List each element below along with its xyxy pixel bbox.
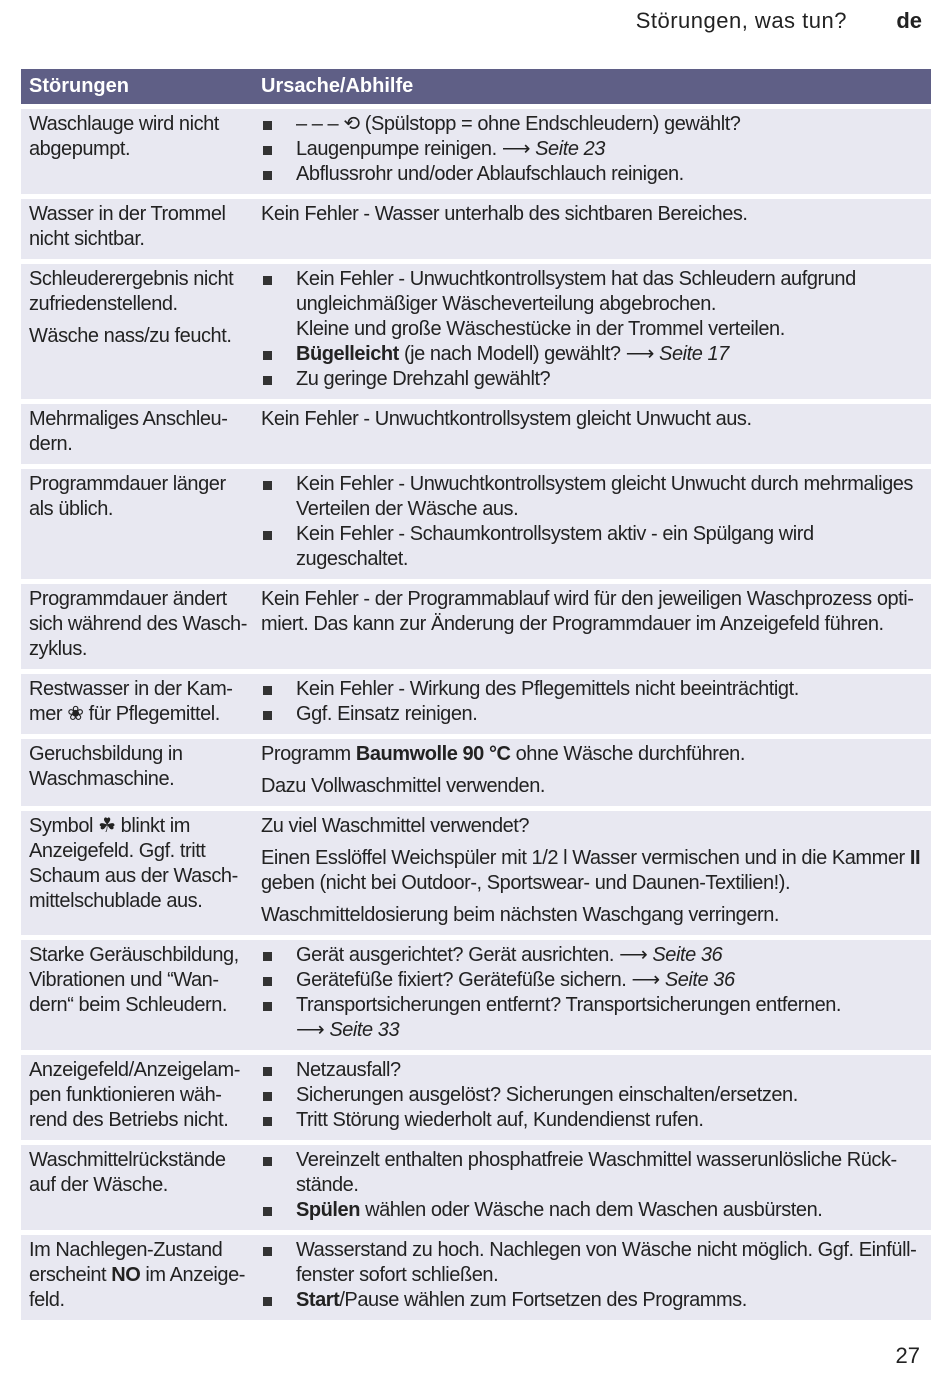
problem-cell — [21, 199, 253, 259]
problem-cell — [21, 1055, 253, 1140]
text-segment: ⟲ — [343, 113, 360, 135]
problem-cell — [21, 940, 253, 1050]
list-item — [261, 267, 923, 342]
table-row — [21, 674, 931, 734]
text-segment: Start — [296, 1289, 340, 1311]
text-segment: Gerätefüße fixiert? Gerätefüße sichern. — [296, 969, 632, 991]
remedy-cell — [253, 1235, 931, 1320]
list-item — [261, 137, 923, 162]
list-item — [261, 968, 923, 993]
problem-text: Geruchsbildung in Waschmaschine. — [29, 743, 183, 790]
text-segment: Sicherungen ausgelöst? Sicherungen einschalten/ersetzen. — [296, 1084, 798, 1106]
remedy-paragraph — [261, 903, 923, 928]
text-segment: Einen Esslöffel Weichspüler mit 1/2 l Wasser vermischen und in die Kammer — [261, 847, 910, 869]
text-segment: Im Nachlegen-Zustand erscheint — [29, 1239, 223, 1286]
text-segment: Kein Fehler - Wasser unterhalb des sichtbaren Bereiches. — [261, 203, 748, 225]
arrow-right-icon: ⟶ — [625, 343, 654, 365]
remedy-cell — [253, 264, 931, 399]
text-segment: ohne Wäsche durchführen. — [510, 743, 745, 765]
remedy-list — [261, 112, 923, 187]
table-row — [21, 1235, 931, 1320]
list-item — [261, 1198, 923, 1223]
remedy-cell — [253, 584, 931, 669]
problem-text: Programmdauer länger als üblich. — [29, 473, 226, 520]
table-row — [21, 199, 931, 259]
list-item — [261, 677, 923, 702]
text-segment: Kein Fehler - Wirkung des Pflegemittels nicht beeinträchtigt. — [296, 678, 799, 700]
list-item-note — [296, 1018, 923, 1043]
problem-text: Wasser in der Trommel nicht sichtbar. — [29, 203, 226, 250]
list-item — [261, 1288, 923, 1313]
text-segment: Kein Fehler - der Programmablauf wird für den jeweiligen Waschprozess optimiert. Das kann zur Änderung der Programmdauer im Anzeigefeld führen. — [261, 588, 914, 635]
text-segment: wählen oder Wäsche nach dem Waschen ausbürsten. — [359, 1199, 823, 1221]
list-item — [261, 702, 923, 727]
remedy-cell — [253, 940, 931, 1050]
problem-cell — [21, 811, 253, 935]
problem-text: Waschmittelrückstände auf der Wäsche. — [29, 1149, 226, 1196]
list-item — [261, 472, 923, 522]
text-segment: Kein Fehler - Unwuchtkontrollsystem gleicht Unwucht durch mehrmaliges Verteilen der Wäsche aus. — [296, 473, 913, 520]
page-reference: Seite 17 — [653, 343, 729, 365]
problem-cell — [21, 264, 253, 399]
remedy-paragraph — [261, 742, 923, 767]
problem-text: Starke Geräuschbildung, Vibrationen und “Wandern“ beim Schleudern. — [29, 944, 239, 1016]
table-row — [21, 264, 931, 399]
remedy-cell — [253, 404, 931, 464]
text-segment: Zu viel Waschmittel verwendet? — [261, 815, 530, 837]
table-row — [21, 584, 931, 669]
text-segment: Transportsicherungen entfernt? Transportsicherungen entfernen. — [296, 994, 842, 1016]
problem-cell — [21, 674, 253, 734]
troubleshooting-table — [21, 64, 931, 1325]
arrow-right-icon: ⟶ — [296, 1019, 325, 1041]
problem-text: Mehrmaliges Anschleudern. — [29, 408, 228, 455]
remedy-paragraph — [261, 407, 923, 432]
text-segment: Waschmitteldosierung beim nächsten Waschgang verringern. — [261, 904, 780, 926]
problem-text: Programmdauer ändert sich während des Waschzyklus. — [29, 588, 248, 660]
text-segment: Wasserstand zu hoch. Nachlegen von Wäsche nicht möglich. Ggf. Einfüllfenster sofort schließen. — [296, 1239, 917, 1286]
remedy-paragraph — [261, 202, 923, 227]
table-row — [21, 1055, 931, 1140]
text-segment: Kein Fehler - Unwuchtkontrollsystem gleicht Unwucht aus. — [261, 408, 752, 430]
problem-cell — [21, 1145, 253, 1230]
text-segment: – – – — [296, 113, 344, 135]
text-segment: Gerät ausgerichtet? Gerät ausrichten. — [296, 944, 620, 966]
text-segment: Dazu Vollwaschmittel verwenden. — [261, 775, 545, 797]
text-segment: Spülen — [296, 1199, 360, 1221]
remedy-list — [261, 677, 923, 727]
remedy-list — [261, 472, 923, 572]
text-segment: Abflussrohr und/oder Ablaufschlauch reinigen. — [296, 163, 684, 185]
list-item — [261, 112, 923, 137]
text-segment: (Spülstopp = ohne Endschleudern) gewählt? — [359, 113, 741, 135]
remedy-cell — [253, 109, 931, 194]
text-segment: Ggf. Einsatz reinigen. — [296, 703, 478, 725]
table-row — [21, 940, 931, 1050]
page-reference: Seite 36 — [647, 944, 723, 966]
list-item — [261, 943, 923, 968]
language-code: de — [896, 8, 922, 33]
arrow-right-icon: ⟶ — [619, 944, 648, 966]
table-row — [21, 1145, 931, 1230]
text-segment: NO — [111, 1264, 141, 1286]
list-item — [261, 342, 923, 367]
text-segment: II — [909, 847, 921, 869]
problem-cell — [21, 469, 253, 579]
list-item — [261, 1058, 923, 1083]
remedy-cell — [253, 469, 931, 579]
text-segment: Baumwolle 90 °C — [355, 743, 511, 765]
text-segment: geben (nicht bei Outdoor-, Sportswear- und Daunen-Textilien!). — [261, 872, 791, 894]
remedy-paragraph — [261, 587, 923, 637]
problem-text: Symbol ☘ blinkt im Anzeigefeld. Ggf. tritt Schaum aus der Waschmittelschublade aus. — [29, 815, 239, 912]
text-segment: Zu geringe Drehzahl gewählt? — [296, 368, 551, 390]
arrow-right-icon: ⟶ — [631, 969, 660, 991]
list-item — [261, 522, 923, 572]
remedy-paragraph — [261, 774, 923, 799]
column-header-problems: Störungen — [21, 69, 253, 104]
remedy-cell — [253, 739, 931, 806]
list-item — [261, 1238, 923, 1288]
problem-cell — [21, 584, 253, 669]
problem-text — [29, 1238, 249, 1313]
remedy-cell — [253, 674, 931, 734]
text-segment: Kein Fehler - Unwuchtkontrollsystem hat das Schleudern aufgrund ungleichmäßiger Wäscheverteilung abgebrochen. — [296, 268, 856, 315]
page-reference: Seite 23 — [530, 138, 605, 160]
remedy-paragraph — [261, 846, 923, 896]
arrow-right-icon: ⟶ — [501, 138, 531, 160]
problem-cell — [21, 109, 253, 194]
problem-cell — [21, 739, 253, 806]
table-row — [21, 404, 931, 464]
text-segment: (je nach Modell) gewählt? — [398, 343, 626, 365]
problem-cell — [21, 404, 253, 464]
problem-text: Restwasser in der Kammer ❀ für Pflegemittel. — [29, 678, 233, 725]
remedy-paragraph — [261, 814, 923, 839]
problem-text: Waschlauge wird nicht abgepumpt. — [29, 113, 219, 160]
text-segment: Programm — [261, 743, 356, 765]
table-row — [21, 109, 931, 194]
remedy-list — [261, 1148, 923, 1223]
table-row — [21, 469, 931, 579]
table-row — [21, 811, 931, 935]
remedy-list — [261, 1238, 923, 1313]
list-item — [261, 993, 923, 1043]
text-segment: Vereinzelt enthalten phosphatfreie Waschmittel wasserunlösliche Rückstände. — [296, 1149, 898, 1196]
table-header-row — [21, 69, 931, 104]
problem-text: Anzeigefeld/Anzeigelampen funktionieren während des Betriebs nicht. — [29, 1059, 241, 1131]
list-item — [261, 1108, 923, 1133]
remedy-cell — [253, 1055, 931, 1140]
text-segment: Laugenpumpe reinigen. — [296, 138, 502, 160]
problem-cell — [21, 1235, 253, 1320]
remedy-cell — [253, 811, 931, 935]
text-segment: Tritt Störung wiederholt auf, Kundendienst rufen. — [296, 1109, 704, 1131]
remedy-list — [261, 943, 923, 1043]
header-title: Störungen, was tun? — [635, 8, 847, 33]
page-header — [0, 8, 950, 38]
list-item-note: Kleine und große Wäschestücke in der Trommel verteilen. — [296, 318, 785, 340]
problem-text: Wäsche nass/zu feucht. — [29, 325, 232, 347]
list-item — [261, 162, 923, 187]
list-item — [261, 367, 923, 392]
column-header-cause-remedy: Ursache/Abhilfe — [253, 69, 931, 104]
remedy-list — [261, 1058, 923, 1133]
remedy-cell — [253, 1145, 931, 1230]
text-segment: /Pause wählen zum Fortsetzen des Programms. — [339, 1289, 747, 1311]
text-segment: Bügelleicht — [296, 343, 399, 365]
table-row — [21, 739, 931, 806]
text-segment: im Anzeigefeld. — [29, 1264, 246, 1311]
text-segment: Kein Fehler - Schaumkontrollsystem aktiv - ein Spülgang wird zugeschaltet. — [296, 523, 814, 570]
text-segment: Netzausfall? — [296, 1059, 401, 1081]
list-item — [261, 1148, 923, 1198]
problem-text: Schleuderergebnis nicht zufriedenstellend. — [29, 268, 234, 315]
remedy-cell — [253, 199, 931, 259]
page-reference: Seite 36 — [659, 969, 735, 991]
page-number: 27 — [895, 1343, 920, 1368]
list-item — [261, 1083, 923, 1108]
remedy-list — [261, 267, 923, 392]
page-reference: Seite 33 — [324, 1019, 400, 1041]
